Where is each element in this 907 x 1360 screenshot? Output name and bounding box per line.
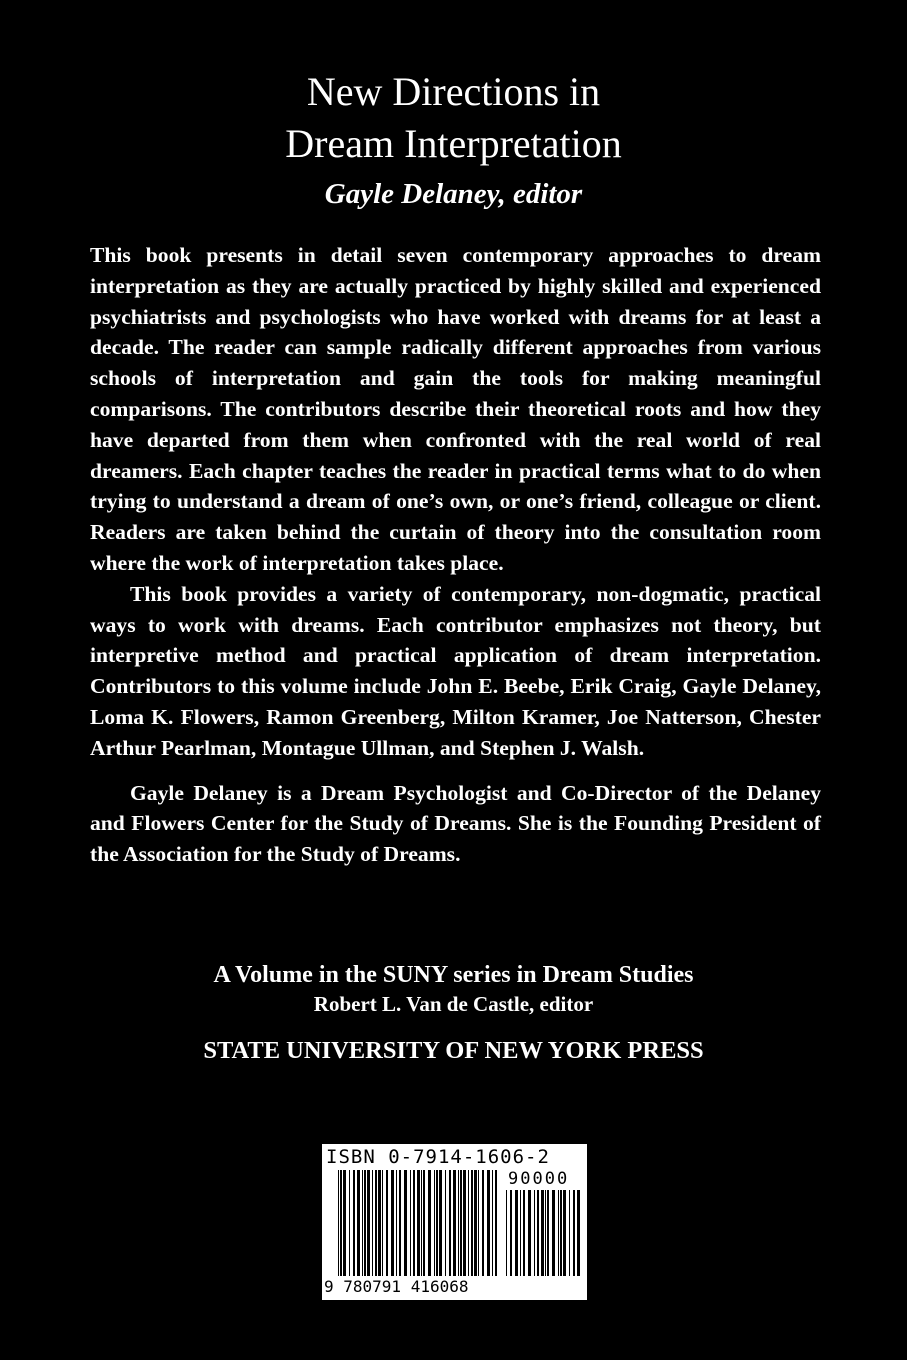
series-line: A Volume in the SUNY series in Dream Studies xyxy=(213,962,694,988)
publisher: STATE UNIVERSITY OF NEW YORK PRESS xyxy=(203,1037,704,1064)
description xyxy=(90,240,821,870)
series-editor: Robert L. Van de Castle, editor xyxy=(313,992,594,1016)
author-bio: Gayle Delaney is a Dream Psychologist and Co-Director of the Delaney and Flowers Center for the Study of Dreams. She is the Founding President of the Association for the Study of Dreams. xyxy=(90,780,821,867)
price-code: 90000 xyxy=(508,1169,570,1189)
title-line-2: Dream Interpretation xyxy=(285,121,622,166)
editor-credit: Gayle Delaney, editor xyxy=(324,178,583,210)
description-paragraph-1: This book presents in detail seven contemporary approaches to dream interpretation as they are actually practiced by highly skilled and experienced psychiatrists and psychologists who have worked with dreams for at least a decade. The reader can sample radically different approaches from various schools of interpretation and gain the tools for making meaningful comparisons. The contributors describe their theoretical roots and how they have departed from them when confronted with the real world of real dreamers. Each chapter teaches the reader in practical terms what to do when trying to understand a dream of one’s own, or one’s friend, colleague or client. Readers are taken behind the curtain of theory into the consultation room where the work of interpretation takes place. xyxy=(90,243,821,575)
book-title xyxy=(0,66,907,170)
isbn-number: ISBN 0-7914-1606-2 xyxy=(326,1146,550,1168)
isbn-barcode xyxy=(322,1144,587,1300)
title-line-1: New Directions in xyxy=(306,69,601,114)
ean-digits: 9 780791 416068 xyxy=(324,1277,469,1296)
description-paragraph-2: This book provides a variety of contemporary, non-dogmatic, practical ways to work with dreams. Each contributor emphasizes not theory, but interpretive method and practical application of dream interpretation. Contributors to this volume include John E. Beebe, Erik Craig, Gayle Delaney, Loma K. Flowers, Ramon Greenberg, Milton Kramer, Joe Natterson, Chester Arthur Pearlman, Montague Ullman, and Stephen J. Walsh. xyxy=(90,581,821,760)
series-info xyxy=(0,960,907,1018)
